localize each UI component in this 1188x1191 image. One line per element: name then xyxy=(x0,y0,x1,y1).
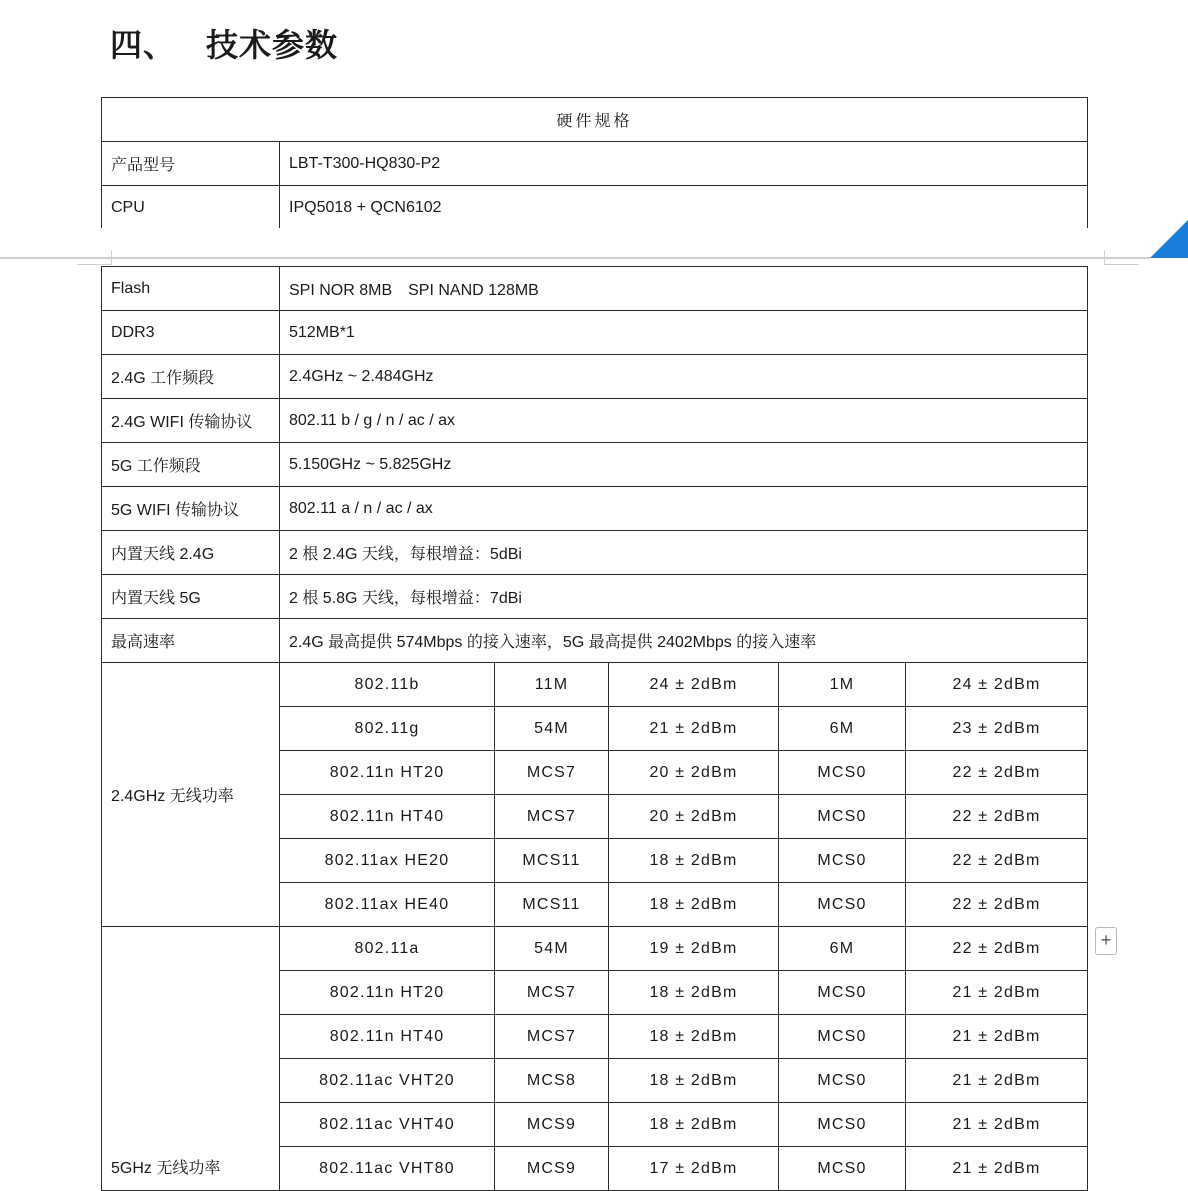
power-cell: 22 ± 2dBm xyxy=(906,883,1088,927)
table-row xyxy=(102,575,1088,619)
mode-cell: 802.11a xyxy=(280,927,495,971)
rate-cell: MCS0 xyxy=(779,751,906,795)
rate-cell: MCS0 xyxy=(779,883,906,927)
mode-cell: 802.11n HT20 xyxy=(280,751,495,795)
power-cell: 21 ± 2dBm xyxy=(906,971,1088,1015)
row-label: 产品型号 xyxy=(102,142,280,186)
mode-cell: 802.11ax HE40 xyxy=(280,883,495,927)
power-cell: 20 ± 2dBm xyxy=(609,795,779,839)
power-cell: 21 ± 2dBm xyxy=(906,1103,1088,1147)
table-row xyxy=(102,531,1088,575)
spec-table-top xyxy=(101,97,1088,230)
section-heading xyxy=(110,20,338,66)
power-cell: 21 ± 2dBm xyxy=(906,1059,1088,1103)
table-row xyxy=(102,98,1088,142)
power-cell: 21 ± 2dBm xyxy=(609,707,779,751)
power-row xyxy=(102,663,1088,707)
row-value: 2.4G 最高提供 574Mbps 的接入速率，5G 最高提供 2402Mbps 的接入速率 xyxy=(280,619,1088,663)
table-row xyxy=(102,487,1088,531)
rate-cell: MCS0 xyxy=(779,1059,906,1103)
power-cell: 24 ± 2dBm xyxy=(906,663,1088,707)
mode-cell: 802.11b xyxy=(280,663,495,707)
row-value: LBT-T300-HQ830-P2 xyxy=(280,142,1088,186)
power-row xyxy=(102,927,1088,971)
row-value: 2 根 2.4G 天线，每根增益：5dBi xyxy=(280,531,1088,575)
rate-cell: MCS0 xyxy=(779,1147,906,1191)
mode-cell: 802.11n HT40 xyxy=(280,1015,495,1059)
rate-cell: MCS8 xyxy=(495,1059,609,1103)
row-label: 最高速率 xyxy=(102,619,280,663)
row-label: 2.4G 工作频段 xyxy=(102,355,280,399)
power-group-label: 5GHz 无线功率 xyxy=(102,927,280,1191)
mode-cell: 802.11n HT40 xyxy=(280,795,495,839)
power-cell: 21 ± 2dBm xyxy=(906,1015,1088,1059)
power-cell: 23 ± 2dBm xyxy=(906,707,1088,751)
row-label: DDR3 xyxy=(102,311,280,355)
section-title: 技术参数 xyxy=(206,27,339,63)
mode-cell: 802.11g xyxy=(280,707,495,751)
mode-cell: 802.11ax HE20 xyxy=(280,839,495,883)
crop-mark-left xyxy=(77,250,112,265)
table-row xyxy=(102,619,1088,663)
row-value: 802.11 a / n / ac / ax xyxy=(280,487,1088,531)
rate-cell: MCS0 xyxy=(779,971,906,1015)
spec-table-main xyxy=(101,266,1088,1191)
rate-cell: MCS7 xyxy=(495,751,609,795)
row-value: 5.150GHz ~ 5.825GHz xyxy=(280,443,1088,487)
page-corner-fold-icon[interactable] xyxy=(1150,220,1188,258)
row-value: IPQ5018 + QCN6102 xyxy=(280,186,1088,230)
rate-cell: MCS9 xyxy=(495,1103,609,1147)
table-row xyxy=(102,142,1088,186)
row-label: 5G WIFI 传输协议 xyxy=(102,487,280,531)
row-value: 2 根 5.8G 天线，每根增益：7dBi xyxy=(280,575,1088,619)
page-break-line xyxy=(0,257,1150,259)
row-label: Flash xyxy=(102,267,280,311)
row-value: 802.11 b / g / n / ac / ax xyxy=(280,399,1088,443)
mode-cell: 802.11n HT20 xyxy=(280,971,495,1015)
row-value: 512MB*1 xyxy=(280,311,1088,355)
power-cell: 22 ± 2dBm xyxy=(906,795,1088,839)
power-cell: 18 ± 2dBm xyxy=(609,1059,779,1103)
power-cell: 22 ± 2dBm xyxy=(906,839,1088,883)
rate-cell: MCS7 xyxy=(495,795,609,839)
table-row xyxy=(102,311,1088,355)
mode-cell: 802.11ac VHT80 xyxy=(280,1147,495,1191)
table-row xyxy=(102,355,1088,399)
rate-cell: MCS11 xyxy=(495,883,609,927)
rate-cell: MCS7 xyxy=(495,1015,609,1059)
row-label: CPU xyxy=(102,186,280,230)
rate-cell: 6M xyxy=(779,707,906,751)
rate-cell: MCS11 xyxy=(495,839,609,883)
table-row xyxy=(102,267,1088,311)
power-cell: 17 ± 2dBm xyxy=(609,1147,779,1191)
row-label: 2.4G WIFI 传输协议 xyxy=(102,399,280,443)
rate-cell: MCS0 xyxy=(779,1015,906,1059)
mode-cell: 802.11ac VHT20 xyxy=(280,1059,495,1103)
spec-table-title: 硬件规格 xyxy=(102,98,1088,142)
section-number: 四、 xyxy=(110,27,177,63)
row-value: SPI NOR 8MB SPI NAND 128MB xyxy=(280,267,1088,311)
rate-cell: 1M xyxy=(779,663,906,707)
power-cell: 22 ± 2dBm xyxy=(906,751,1088,795)
power-cell: 24 ± 2dBm xyxy=(609,663,779,707)
row-label: 内置天线 2.4G xyxy=(102,531,280,575)
table-row xyxy=(102,443,1088,487)
rate-cell: 11M xyxy=(495,663,609,707)
power-cell: 18 ± 2dBm xyxy=(609,883,779,927)
power-cell: 21 ± 2dBm xyxy=(906,1147,1088,1191)
row-label: 内置天线 5G xyxy=(102,575,280,619)
page-break xyxy=(0,228,1188,266)
crop-mark-right xyxy=(1104,250,1139,265)
rate-cell: MCS0 xyxy=(779,795,906,839)
mode-cell: 802.11ac VHT40 xyxy=(280,1103,495,1147)
rate-cell: MCS0 xyxy=(779,1103,906,1147)
power-cell: 18 ± 2dBm xyxy=(609,1103,779,1147)
rate-cell: 54M xyxy=(495,707,609,751)
rate-cell: MCS0 xyxy=(779,839,906,883)
row-value: 2.4GHz ~ 2.484GHz xyxy=(280,355,1088,399)
power-cell: 18 ± 2dBm xyxy=(609,839,779,883)
power-cell: 22 ± 2dBm xyxy=(906,927,1088,971)
rate-cell: MCS9 xyxy=(495,1147,609,1191)
table-row xyxy=(102,399,1088,443)
rate-cell: 54M xyxy=(495,927,609,971)
rate-cell: MCS7 xyxy=(495,971,609,1015)
add-row-button[interactable]: + xyxy=(1095,927,1117,955)
power-cell: 18 ± 2dBm xyxy=(609,971,779,1015)
row-label: 5G 工作频段 xyxy=(102,443,280,487)
power-cell: 19 ± 2dBm xyxy=(609,927,779,971)
table-row xyxy=(102,186,1088,230)
power-cell: 20 ± 2dBm xyxy=(609,751,779,795)
power-cell: 18 ± 2dBm xyxy=(609,1015,779,1059)
power-group-label: 2.4GHz 无线功率 xyxy=(102,663,280,927)
rate-cell: 6M xyxy=(779,927,906,971)
